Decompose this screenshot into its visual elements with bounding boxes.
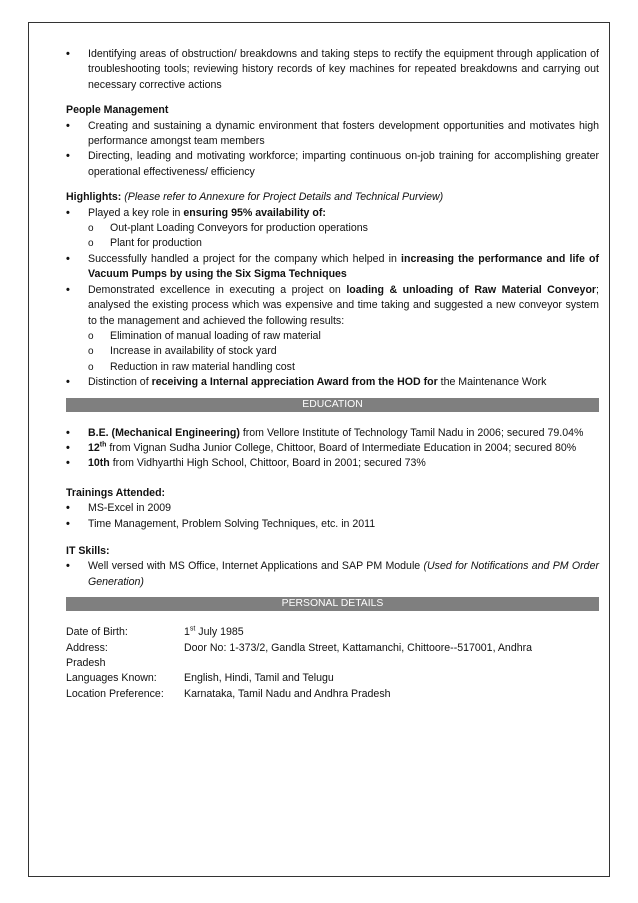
table-row (66, 625, 599, 640)
sub-list-item: o Elimination of manual loading of raw material (88, 329, 599, 344)
page-border (28, 22, 610, 877)
table-row (66, 671, 599, 686)
superscript: st (189, 625, 196, 633)
list-item (66, 426, 599, 441)
bold-text: ensuring 95% availability of: (183, 206, 326, 219)
list-item: • MS-Excel in 2009 (66, 501, 599, 516)
list-item: • Creating and sustaining a dynamic environment that fosters development opportunities and motivates high performance amongst team members (66, 119, 599, 150)
text: 1 (184, 626, 190, 639)
sub-list-item: o Increase in availability of stock yard (88, 344, 599, 359)
italic-text: (Used for Notifications and PM Order Generation) (88, 560, 599, 588)
bold-text: loading & unloading of Raw Material Conveyor (346, 283, 597, 296)
list-item (66, 252, 599, 283)
sub-list (88, 221, 599, 252)
section-band-education: EDUCATION (66, 398, 599, 412)
superscript: th (99, 441, 107, 449)
address-value: Door No: 1-373/2, Gandla Street, Kattamanchi, Chittoore--517001, Andhra (184, 641, 533, 654)
text: from Vignan Sudha Junior College, Chittoor, Board of Intermediate Education in 2004; secured 80% (106, 441, 577, 454)
text: Demonstrated excellence in executing a project on (88, 283, 347, 296)
section-heading-highlights (66, 190, 599, 205)
table-row (66, 687, 599, 702)
sub-list (88, 329, 599, 375)
intro-bullets (66, 47, 599, 93)
bold-text: 12 (88, 441, 100, 454)
list-item: • Directing, leading and motivating workforce; imparting continuous on-job training for accomplishing greater operational effectiveness/ efficiency (66, 149, 599, 180)
personal-details-table (66, 625, 599, 702)
dob-value (184, 625, 599, 640)
resume-content (66, 47, 599, 702)
text: Distinction of (88, 376, 152, 389)
bold-text: receiving a Internal appreciation Award from the HOD for (151, 376, 438, 389)
bold-text: increasing the performance and life of Vacuum Pumps by using the Six Sigma Techniques (88, 252, 599, 281)
list-item (66, 375, 599, 390)
highlights-title: Highlights: (66, 191, 122, 204)
text: Successfully handled a project for the company which helped in (88, 252, 402, 265)
sub-list-item: o Out-plant Loading Conveyors for production operations (88, 221, 599, 236)
text: ; analysed the existing process which was expensive and time taking and suggested a new conveyor system to the management and achieved the following results: (88, 283, 599, 327)
section-heading-it-skills: IT Skills: (66, 544, 110, 557)
bold-text: 10th (88, 457, 110, 470)
location-value: Karnataka, Tamil Nadu and Andhra Pradesh (184, 687, 391, 700)
list-item (66, 283, 599, 375)
list-item (66, 456, 599, 471)
section-heading-trainings: Trainings Attended: (66, 486, 166, 499)
text: July 1985 (195, 626, 244, 639)
text: Well versed with MS Office, Internet Applications and SAP PM Module (88, 560, 424, 573)
sub-list-item: o Plant for production (88, 236, 599, 251)
trainings-list (66, 501, 599, 532)
text: Played a key role in (88, 206, 184, 219)
text: from Vidhyarthi High School, Chittoor, Board in 2001; secured 73% (109, 457, 426, 470)
list-item: • Time Management, Problem Solving Techniques, etc. in 2011 (66, 517, 599, 532)
location-label: Location Preference: (66, 687, 164, 700)
education-list (66, 426, 599, 472)
languages-label: Languages Known: (66, 672, 157, 685)
languages-value: English, Hindi, Tamil and Telugu (184, 672, 334, 685)
table-row (66, 656, 599, 671)
section-band-personal-details: PERSONAL DETAILS (66, 597, 599, 611)
it-skills-list (66, 559, 599, 590)
section-heading-people-management: People Management (66, 104, 169, 117)
people-management-list (66, 119, 599, 181)
dob-label: Date of Birth: (66, 626, 128, 639)
text: from Vellore Institute of Technology Tamil Nadu in 2006; secured 79.04% (239, 426, 584, 439)
text: the Maintenance Work (437, 376, 547, 389)
list-item (66, 206, 599, 252)
highlights-note: (Please refer to Annexure for Project Details and Technical Purview) (124, 191, 444, 204)
highlights-list (66, 206, 599, 391)
address-continuation: Pradesh (66, 657, 106, 669)
list-item (66, 559, 599, 590)
list-item: • Identifying areas of obstruction/ breakdowns and taking steps to rectify the equipment through application of troubleshooting tools; reviewing history records of key machines for repeated breakdowns and carrying out necessary corrective actions (66, 47, 599, 93)
list-item (66, 441, 599, 456)
address-label: Address: (66, 641, 108, 654)
table-row (66, 641, 599, 656)
bold-text: B.E. (Mechanical Engineering) (88, 426, 240, 439)
sub-list-item: o Reduction in raw material handling cost (88, 360, 599, 375)
